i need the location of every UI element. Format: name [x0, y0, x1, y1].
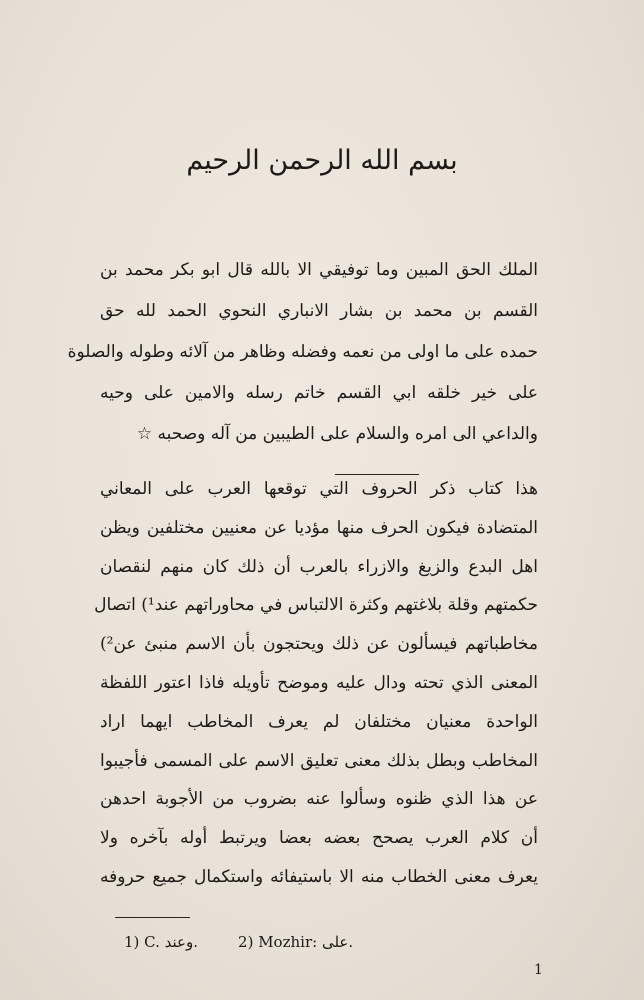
text-line: حمده على ما اولى من نعمه وفضله وظاهر من آلائه وطوله والصلوة: [67, 342, 538, 362]
text-line: اهل البدع والزيغ والازراء بالعرب أن ذلك كان منهم لنقصان: [100, 556, 538, 577]
footnote-divider: [115, 917, 190, 918]
text-line: المتضادة فيكون الحرف منها مؤديا عن معنيين مختلفين ويظن: [100, 517, 538, 538]
footnote-2: 2) Mozhir: على.: [238, 933, 354, 951]
text-line: يعرف معنى الخطاب منه الا باستيفائه واستكمال جميع حروفه: [100, 866, 538, 887]
text-line: الملك الحق المبين وما توفيقي الا بالله قال ابو بكر محمد بن: [100, 260, 538, 280]
main-paragraph: [94, 470, 538, 897]
basmala-heading: بسم الله الرحمن الرحيم: [186, 145, 458, 176]
footnotes: [124, 933, 353, 951]
text-line: أن كلام العرب يصحح بعضه بعضا ويرتبط أوله بآخره ولا: [100, 828, 538, 849]
text-line: هذا كتاب ذكر الحروف التي توقعها العرب على المعاني: [100, 479, 538, 499]
text-line: على خير خلقه ابي القسم خاتم رسله والامين على وحيه: [100, 383, 538, 403]
text-line: حكمتهم وقلة بلاغتهم وكثرة الالتباس في محاوراتهم عند¹) اتصال: [94, 595, 538, 616]
text-line: والداعي الى امره والسلام على الطيبين من آله وصحبه ☆: [136, 424, 538, 444]
text-line: المعنى الذي تحته ودال عليه وموضح تأويله فاذا اعتور اللفظة: [100, 672, 538, 693]
text-line: القسم بن محمد بن بشار الانباري النحوي الحمد لله حق: [100, 301, 538, 321]
text-line: الواحدة معنيان مختلفان لم يعرف المخاطب ايهما اراد: [100, 711, 538, 732]
page-number: 1: [534, 962, 543, 978]
text-line: مخاطباتهم فيسألون عن ذلك ويحتجون بأن الاسم منبئ عن²): [100, 634, 538, 655]
footnote-1: 1) C. وعند.: [124, 933, 199, 951]
text-line: عن هذا الذي ظنوه وسألوا عنه بضروب من الأجوبة احدهن: [100, 789, 538, 810]
opening-paragraph: [67, 250, 538, 455]
text-line: المخاطب وبطل بذلك معنى تعليق الاسم على المسمى فأجيبوا: [100, 750, 538, 771]
